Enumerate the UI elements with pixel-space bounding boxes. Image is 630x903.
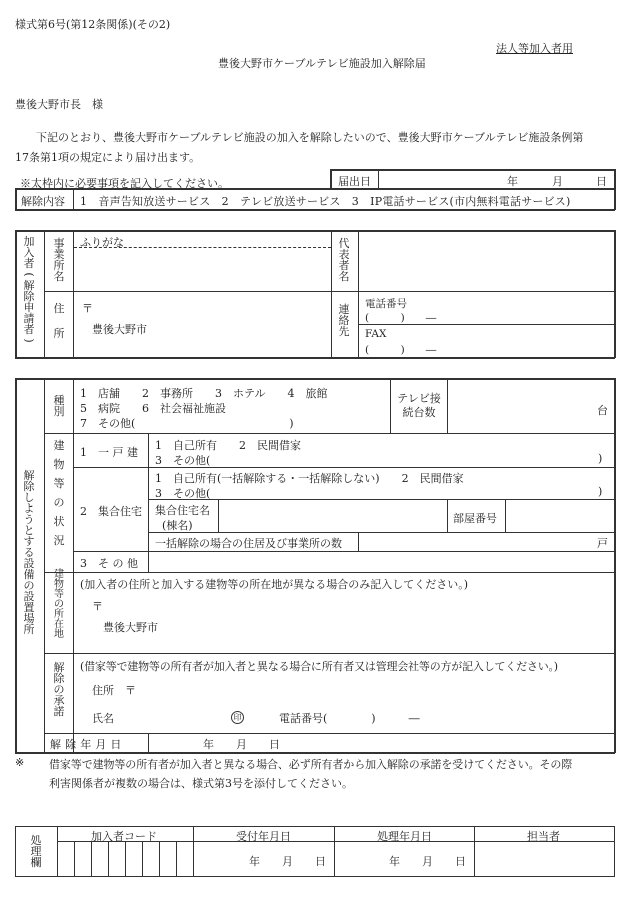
representative-input[interactable] — [360, 233, 612, 289]
filing-date-month: 月 — [552, 175, 563, 188]
location-city: 豊後大野市 — [103, 621, 158, 634]
consent-phone[interactable]: 電話番号( ) ― — [279, 712, 420, 725]
multi-unit-other[interactable]: 3 その他( — [155, 487, 211, 500]
bulk-count-unit: 戸 — [597, 537, 608, 550]
filing-date-label: 届出日 — [338, 175, 371, 188]
cancel-content-options[interactable]: 1 音声告知放送サービス 2 テレビ放送サービス 3 IP電話サービス(市内無料電話サービス) — [80, 195, 571, 208]
processing-label: 処 理 欄 — [30, 834, 42, 869]
footnote-line1: 借家等で建物等の所有者が加入者と異なる場合、必ず所有者から加入解除の承諾を受けてください。その際 — [49, 758, 573, 771]
filing-date-day: 日 — [596, 175, 607, 188]
address-input[interactable] — [75, 294, 329, 355]
footnote-mark: ※ — [15, 756, 25, 769]
room-number-input[interactable] — [507, 501, 612, 530]
location-postal: 〒 — [92, 600, 103, 613]
tv-count-label: テレビ接続台数 — [397, 392, 441, 419]
cancel-content-label: 解除内容 — [21, 195, 65, 208]
room-number-label: 部屋番号 — [453, 512, 497, 525]
phone-label: 電話番号 — [365, 298, 407, 310]
seal-mark: 印 — [231, 711, 244, 724]
bulk-count-input[interactable] — [360, 534, 594, 550]
footnote-line2: 利害関係者が複数の場合は、様式第3号を添付してください。 — [49, 777, 353, 790]
detached-paren-close: ) — [598, 452, 603, 465]
cancel-date-label: 解 除 年 月 日 — [50, 738, 122, 751]
location-note: (加入者の住所と加入する建物等の所在地が異なる場合のみ記入してください。) — [80, 578, 469, 591]
processed-date-value[interactable]: 年 月 日 — [389, 855, 466, 868]
tv-count-input[interactable] — [449, 381, 594, 431]
complex-name-input[interactable] — [220, 501, 445, 530]
fax-label: FAX — [365, 328, 387, 340]
location-label: 建 物 等 の 所 在 地 — [54, 569, 64, 640]
business-name-label: 事 業 所 名 — [53, 237, 65, 283]
furigana-label: ふりがな — [80, 236, 124, 249]
fax-input[interactable]: ( ) ― — [365, 344, 437, 356]
filing-date-year: 年 — [507, 175, 518, 188]
consent-address[interactable]: 住所 〒 — [92, 684, 136, 697]
consent-label: 解 除 の 承 諾 — [53, 661, 65, 718]
contact-label: 連 絡 先 — [338, 303, 350, 338]
detached-options[interactable]: 1 自己所有 2 民間借家 — [155, 439, 301, 452]
multi-unit-label: 2 集合住宅 — [80, 505, 142, 518]
type-label: 種 別 — [53, 394, 65, 418]
subscriber-code-label: 加入者コード — [91, 830, 157, 843]
notice-text: ※太枠内に必要事項を記入してください。 — [20, 177, 229, 190]
other-status-input[interactable] — [150, 553, 612, 570]
detached-label: 1 一 戸 建 — [80, 446, 138, 459]
staff-input[interactable] — [476, 843, 612, 874]
cancel-date-input[interactable]: 年 月 日 — [203, 738, 280, 751]
address-label: 住 所 — [53, 302, 65, 340]
detached-other[interactable]: 3 その他( — [155, 454, 211, 467]
form-number: 様式第6号(第12条関係)(その2) — [15, 18, 171, 31]
consent-note: (借家等で建物等の所有者が加入者と異なる場合に所有者又は管理会社等の方が記入してください。) — [80, 660, 558, 673]
usage-label: 法人等加入者用 — [496, 42, 573, 55]
received-date-label: 受付年月日 — [236, 830, 291, 843]
business-name-input[interactable] — [75, 249, 329, 289]
phone-input[interactable]: ( ) ― — [365, 312, 437, 324]
bulk-count-label: 一括解除の場合の住居及び事業所の数 — [155, 537, 342, 550]
complex-name-label: 集合住宅名 — [155, 504, 210, 517]
intro-text-line2: 17条第1項の規定により届け出ます。 — [15, 151, 201, 164]
postal-mark: 〒 — [82, 302, 93, 315]
type-options-line1[interactable]: 1 店舗 2 事務所 3 ホテル 4 旅館 — [80, 387, 328, 400]
received-date-value[interactable]: 年 月 日 — [249, 855, 326, 868]
other-status-label: 3 そ の 他 — [80, 557, 138, 570]
representative-label: 代 表 者 名 — [338, 237, 350, 283]
multi-unit-options[interactable]: 1 自己所有(一括解除する・一括解除しない) 2 民間借家 — [155, 472, 464, 485]
type-options-line3[interactable]: 7 その他( ) — [80, 417, 294, 430]
address-city: 豊後大野市 — [92, 323, 147, 336]
complex-name-label-sub: (棟名) — [162, 519, 193, 532]
form-title: 豊後大野市ケーブルテレビ施設加入解除届 — [218, 57, 426, 70]
addressee: 豊後大野市長 様 — [15, 98, 103, 111]
location-input[interactable] — [75, 592, 612, 651]
staff-label: 担当者 — [527, 830, 560, 843]
type-options-line2[interactable]: 5 病院 6 社会福祉施設 — [80, 402, 226, 415]
filing-date-field[interactable] — [380, 171, 613, 187]
intro-text-line1: 下記のとおり、豊後大野市ケーブルテレビ施設の加入を解除したいので、豊後大野市ケーブルテレビ施設条例第 — [36, 131, 584, 144]
consent-name[interactable]: 氏名 — [92, 712, 114, 725]
applicant-side-label: 加 入 者 ( 解 除 申 請 者 ) — [22, 235, 36, 343]
processed-date-label: 処理年月日 — [377, 830, 432, 843]
building-status-label: 建 物 等 の 状 況 — [53, 439, 65, 547]
tv-count-unit: 台 — [597, 404, 608, 417]
facility-side-label: 解 除 し よ う と す る 設 備 の 設 置 場 所 — [23, 469, 35, 636]
multi-unit-paren-close: ) — [598, 485, 603, 498]
